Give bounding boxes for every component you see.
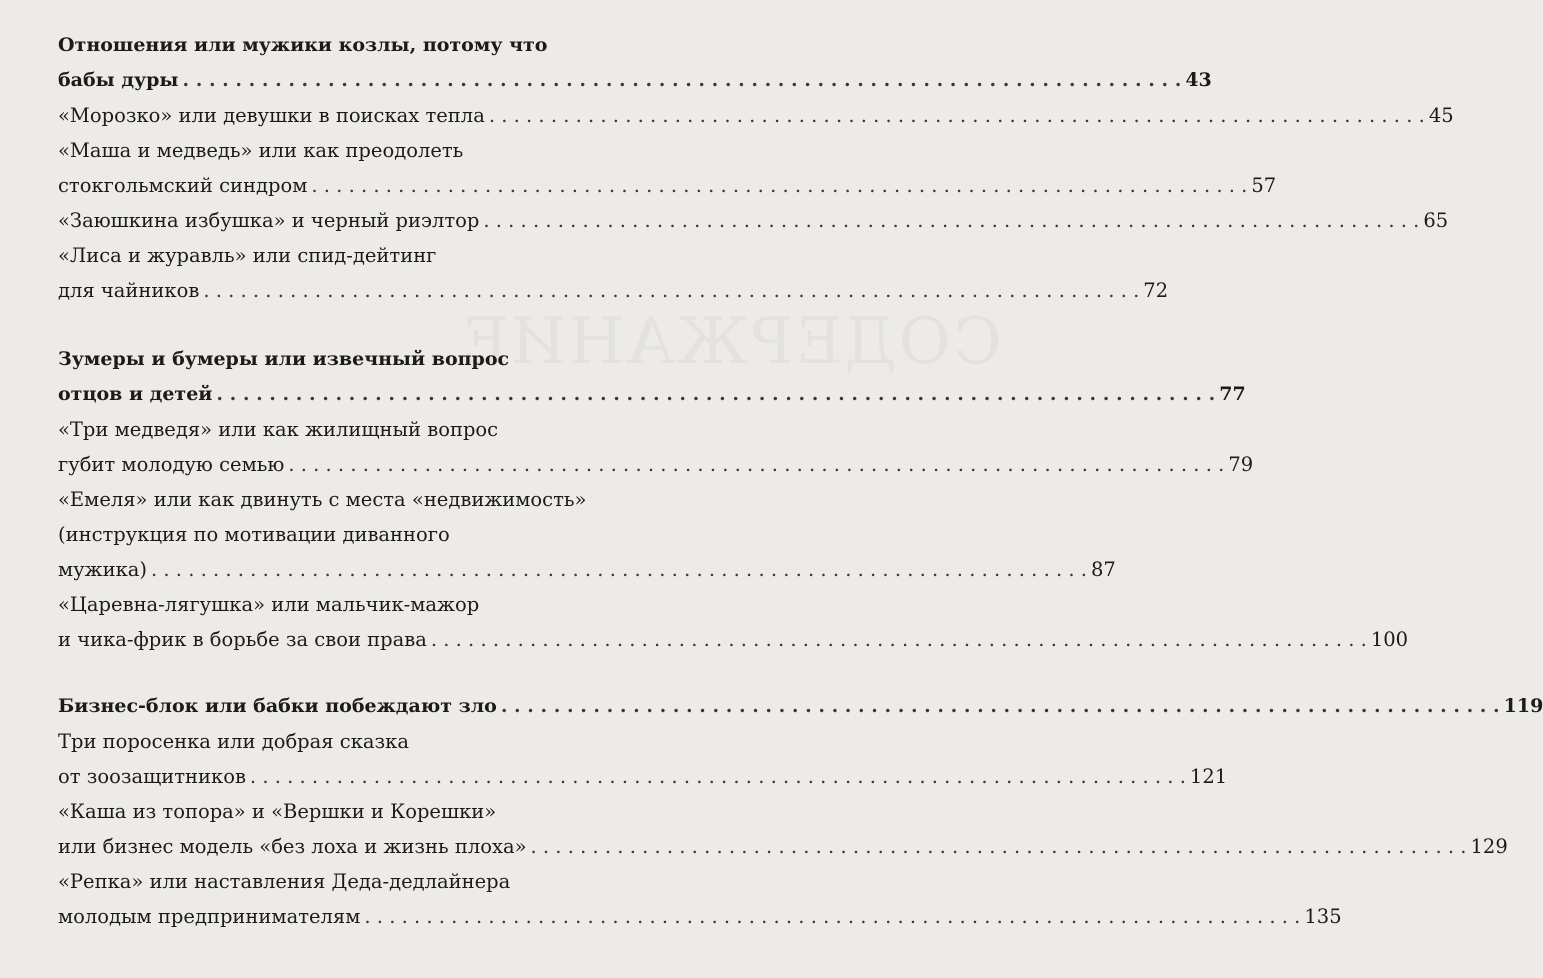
- leader-dots: [483, 203, 1419, 238]
- toc-entry: [58, 759, 1228, 794]
- section-title-last-line: [58, 377, 1246, 412]
- page-number: 121: [1189, 765, 1228, 788]
- section-title-last-line: [58, 63, 1212, 98]
- page-number: 119: [1503, 695, 1543, 717]
- page-number: 65: [1423, 209, 1449, 232]
- entry-text: для чайников: [58, 279, 200, 302]
- entry-text: или бизнес модель «без лоха и жизнь плоха»: [58, 835, 527, 858]
- leader-dots: [182, 63, 1181, 98]
- entry-text-line: «Царевна-лягушка» или мальчик-мажор: [58, 593, 480, 616]
- entry-text: губит молодую семью: [58, 453, 285, 476]
- toc-entry: [58, 273, 1169, 308]
- section-title-text: отцов и детей: [58, 383, 213, 405]
- entry-text: от зоозащитников: [58, 765, 246, 788]
- leader-dots: [364, 899, 1300, 934]
- toc-entry: [58, 203, 1449, 238]
- entry-text-line: «Маша и медведь» или как преодолеть: [58, 139, 464, 162]
- leader-dots: [250, 759, 1186, 794]
- toc-entry: [58, 168, 1277, 203]
- toc-entry: [58, 899, 1342, 934]
- entry-text-line: «Репка» или наставления Деда-дедлайнера: [58, 870, 511, 893]
- toc-entry: [58, 98, 1454, 133]
- section-gap: [58, 657, 582, 689]
- show-through-print: СОДЕРЖАНИЕ: [460, 305, 1002, 379]
- page-number: 79: [1228, 453, 1254, 476]
- entry-text-line: «Три медведя» или как жилищный вопрос: [58, 418, 499, 441]
- leader-dots: [203, 273, 1139, 308]
- entry-text: и чика-фрик в борьбе за свои права: [58, 628, 427, 651]
- leader-dots: [431, 622, 1367, 657]
- leader-dots: [151, 552, 1087, 587]
- entry-text: «Морозко» или девушки в поисках тепла: [58, 104, 485, 127]
- toc-entry: [58, 552, 1116, 587]
- section-title-last-line: [58, 689, 1543, 724]
- page-number: 43: [1185, 69, 1212, 91]
- entry-text: «Заюшкина избушка» и черный риэлтор: [58, 209, 480, 232]
- entry-text: стокгольмский синдром: [58, 174, 308, 197]
- leader-dots: [501, 689, 1500, 724]
- page-number: 129: [1470, 835, 1508, 858]
- page-number: 45: [1428, 104, 1454, 127]
- section-title-line: Зумеры и бумеры или извечный вопрос: [58, 348, 510, 370]
- page-number: 100: [1370, 628, 1409, 651]
- entry-text-line: Три поросенка или добрая сказка: [58, 730, 409, 753]
- section-title-text: бабы дуры: [58, 69, 179, 91]
- page-number: 87: [1090, 558, 1116, 581]
- leader-dots: [216, 377, 1215, 412]
- section-title-text: Бизнес-блок или бабки побеждают зло: [58, 695, 497, 717]
- leader-dots: [288, 447, 1224, 482]
- toc-entry: [58, 829, 1508, 864]
- entry-text-line: «Лиса и журавль» или спид-дейтинг: [58, 244, 437, 267]
- toc-entry: [58, 447, 1254, 482]
- page-number: 135: [1304, 905, 1342, 928]
- page-number: 77: [1219, 383, 1246, 405]
- entry-text-line: «Каша из топора» и «Вершки и Корешки»: [58, 800, 497, 823]
- section-title-line: Отношения или мужики козлы, потому что: [58, 34, 548, 56]
- entry-text-line: «Емеля» или как двинуть с места «недвижимость»: [58, 488, 587, 511]
- toc-entry: [58, 622, 1409, 657]
- section-gap: [58, 308, 582, 342]
- page-number: 72: [1143, 279, 1169, 302]
- entry-text: молодым предпринимателям: [58, 905, 361, 928]
- leader-dots: [489, 98, 1425, 133]
- page-number: 57: [1251, 174, 1277, 197]
- leader-dots: [531, 829, 1467, 864]
- leader-dots: [311, 168, 1247, 203]
- entry-text-line: (инструкция по мотивации диванного: [58, 523, 450, 546]
- entry-text: мужика): [58, 558, 147, 581]
